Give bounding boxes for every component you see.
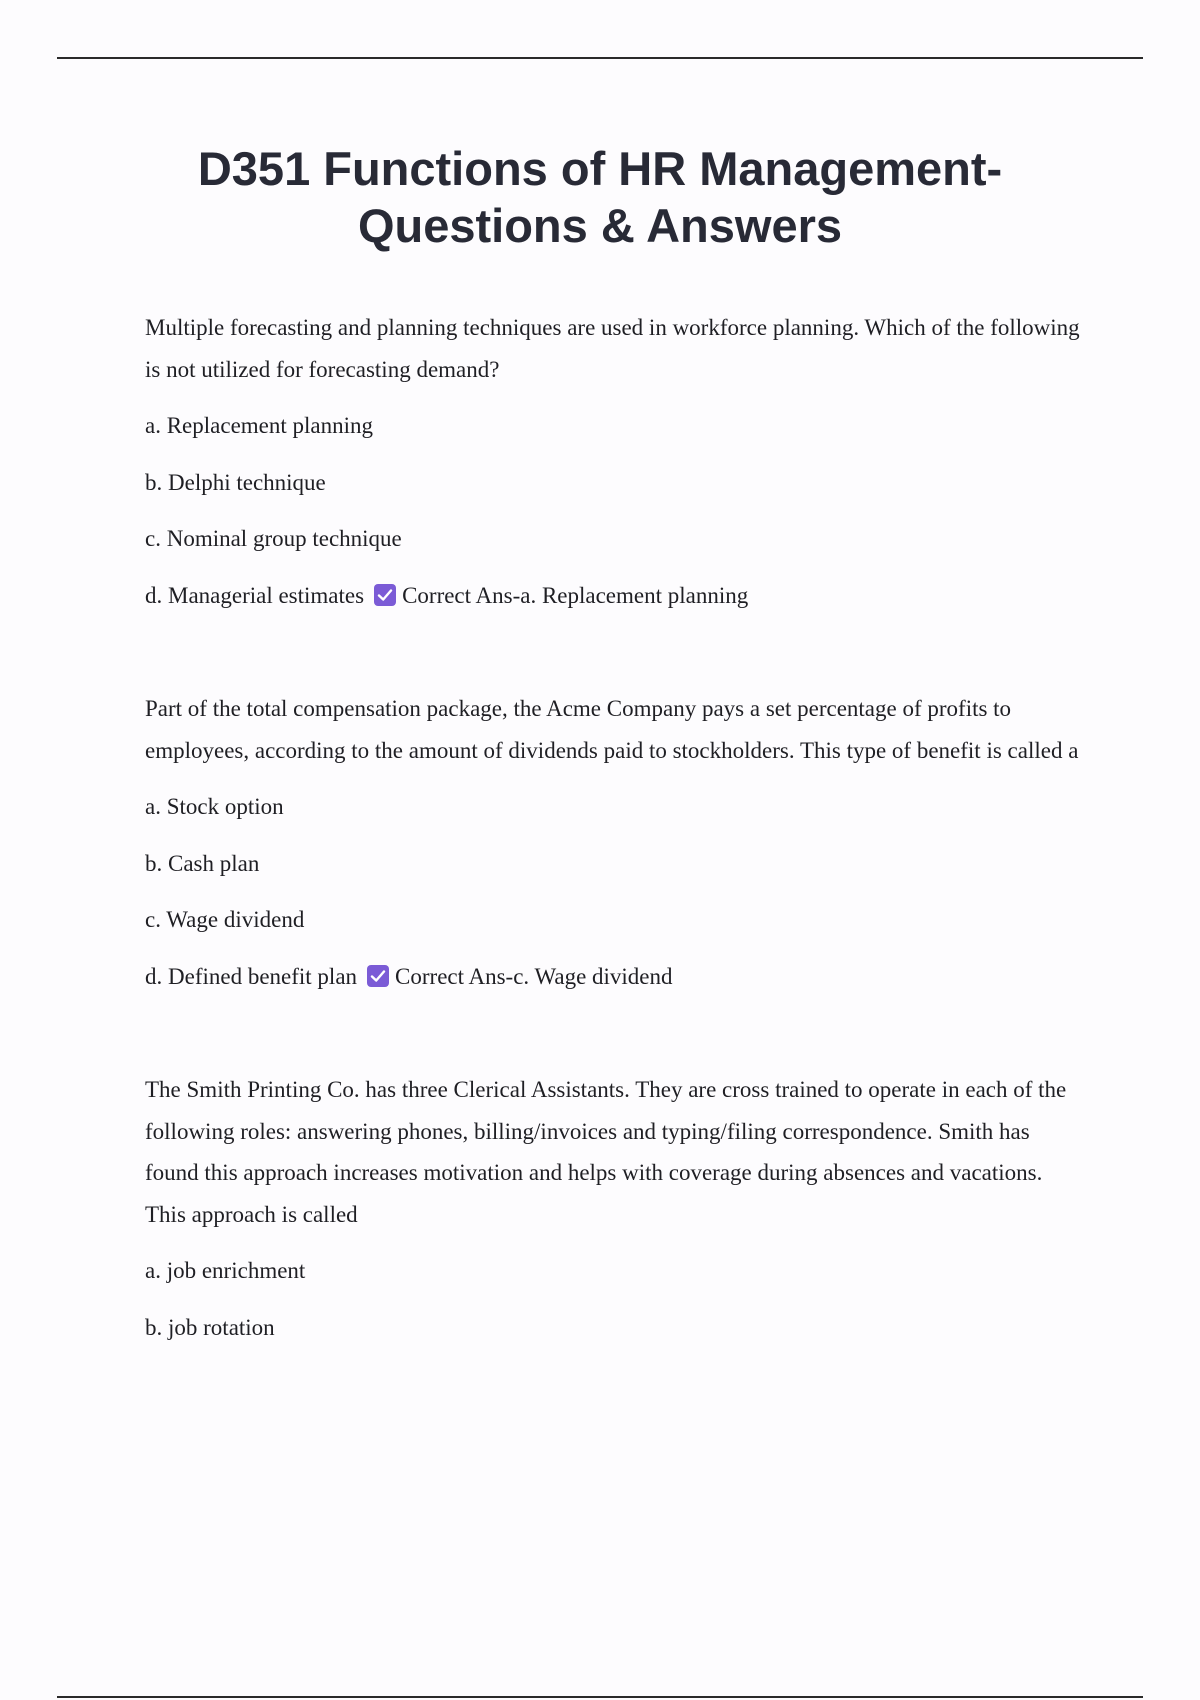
option-d-with-answer (145, 575, 1085, 617)
correct-answer: Correct Ans-c. Wage dividend (395, 963, 673, 989)
page-title (120, 140, 1080, 254)
option-a: a. Replacement planning (145, 413, 374, 438)
title-line-2: Questions & Answers (357, 199, 843, 252)
correct-answer: Correct Ans-a. Replacement planning (402, 582, 749, 608)
option-b: b. Cash plan (145, 850, 260, 876)
option-c: c. Nominal group technique (145, 526, 402, 551)
title-line-1: D351 Functions of HR Management- (197, 142, 1003, 195)
qa-content (145, 307, 1085, 1420)
question-text: Part of the total compensation package, the Acme Company pays a set percentage of profits to employees, according to the amount of dividends paid to stockholders. This type of benefit is called a (145, 696, 1079, 763)
option-a: a. Stock option (145, 794, 284, 819)
question-text: Multiple forecasting and planning techniques are used in workforce planning. Which of the following is not utilized for forecasting demand? (145, 315, 1080, 382)
question-block-1 (145, 307, 1085, 616)
option-b: b. Delphi technique (145, 469, 326, 495)
option-d-with-answer (145, 956, 1085, 998)
checkbox-checked-icon (374, 584, 396, 606)
question-block-2 (145, 688, 1085, 997)
question-text: The Smith Printing Co. has three Clerical Assistants. They are cross trained to operate in each of the following roles: answering phones, billing/invoices and typing/filing correspondence. Smith has found this approach increases motivation and helps with coverage during absences and vacations. This approach is called (145, 1077, 1067, 1227)
option-c: c. Wage dividend (145, 907, 305, 932)
option-b: b. job rotation (145, 1314, 275, 1340)
question-block-3 (145, 1069, 1085, 1348)
option-d: d. Managerial estimates (145, 582, 365, 608)
top-rule (57, 57, 1143, 59)
option-d: d. Defined benefit plan (145, 963, 358, 989)
option-a: a. job enrichment (145, 1258, 306, 1283)
bottom-rule (57, 1696, 1143, 1698)
checkbox-checked-icon (367, 965, 389, 987)
